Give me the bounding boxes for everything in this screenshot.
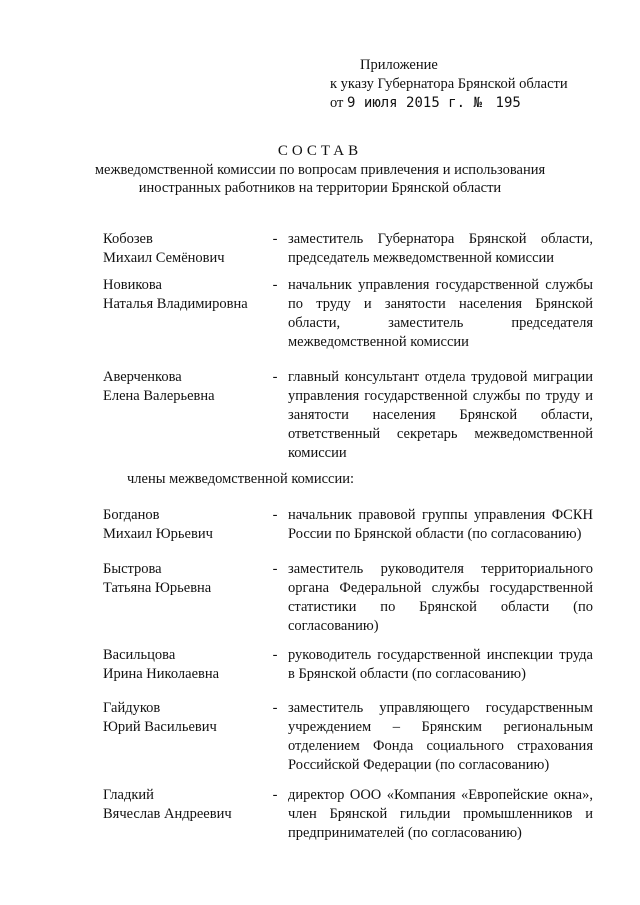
separator-dash: -: [272, 561, 278, 577]
member-role: заместитель руководителя территориального органа Федеральной службы государственной статистики по Брянской области (по согласованию): [288, 561, 593, 634]
member-surname: Васильцова: [103, 647, 176, 663]
member-name: [103, 276, 268, 314]
member-name: [103, 368, 268, 406]
appendix-header: [330, 56, 568, 113]
title-heading: СОСТАВ: [277, 143, 363, 159]
member-role: директор ООО «Компания «Европейские окна», член Брянской гильдии промышленников и предпринимателей (по согласованию): [288, 787, 593, 841]
member-name: [103, 646, 268, 684]
title-line-2: иностранных работников на территории Брянской области: [138, 180, 502, 196]
appendix-date: 9 июля 2015 г. №: [347, 95, 482, 111]
member-name: [103, 506, 268, 544]
member-surname: Гайдуков: [103, 700, 161, 716]
member-role: заместитель управляющего государственным учреждением – Брянским региональным отделением Фонда социального страхования Российской Федерации (по согласованию): [288, 700, 593, 773]
member-given-names: Юрий Васильевич: [103, 719, 217, 735]
appendix-decree-ref: к указу Губернатора Брянской области: [330, 76, 568, 92]
member-given-names: Ирина Николаевна: [103, 666, 220, 682]
appendix-label: Приложение: [360, 57, 438, 73]
member-surname: Богданов: [103, 507, 160, 523]
member-surname: Кобозев: [103, 231, 153, 247]
appendix-number: 195: [495, 95, 521, 111]
member-surname: Гладкий: [103, 787, 154, 803]
member-role: заместитель Губернатора Брянской области, председатель межведомственной комиссии: [288, 231, 593, 266]
member-given-names: Наталья Владимировна: [103, 296, 248, 312]
members-section-label: члены межведомственной комиссии:: [127, 471, 355, 487]
separator-dash: -: [272, 647, 278, 663]
member-name: [103, 786, 268, 824]
appendix-date-prefix: от: [330, 95, 344, 111]
title-line-1: межведомственной комиссии по вопросам привлечения и использования: [94, 162, 546, 178]
member-surname: Аверченкова: [103, 369, 182, 385]
member-given-names: Елена Валерьевна: [103, 388, 215, 404]
member-given-names: Вячеслав Андреевич: [103, 806, 232, 822]
appendix-date-line: [330, 94, 568, 113]
member-role: начальник управления государственной службы по труду и занятости населения Брянской области, заместитель председателя межведомственной комиссии: [288, 277, 593, 350]
member-given-names: Михаил Юрьевич: [103, 526, 213, 542]
separator-dash: -: [272, 787, 278, 803]
member-name: [103, 230, 268, 268]
separator-dash: -: [272, 507, 278, 523]
member-role: главный консультант отдела трудовой миграции управления государственной службы по труду и занятости населения Брянской области, ответственный секретарь межведомственной комиссии: [288, 369, 593, 461]
member-surname: Быстрова: [103, 561, 162, 577]
separator-dash: -: [272, 700, 278, 716]
member-surname: Новикова: [103, 277, 162, 293]
member-role: руководитель государственной инспекции труда в Брянской области (по согласованию): [288, 647, 593, 682]
member-name: [103, 699, 268, 737]
member-given-names: Михаил Семёнович: [103, 250, 225, 266]
separator-dash: -: [272, 369, 278, 385]
document-title: [0, 141, 640, 197]
separator-dash: -: [272, 231, 278, 247]
member-role: начальник правовой группы управления ФСКН России по Брянской области (по согласованию): [288, 507, 593, 542]
member-given-names: Татьяна Юрьевна: [103, 580, 212, 596]
separator-dash: -: [272, 277, 278, 293]
member-name: [103, 560, 268, 598]
